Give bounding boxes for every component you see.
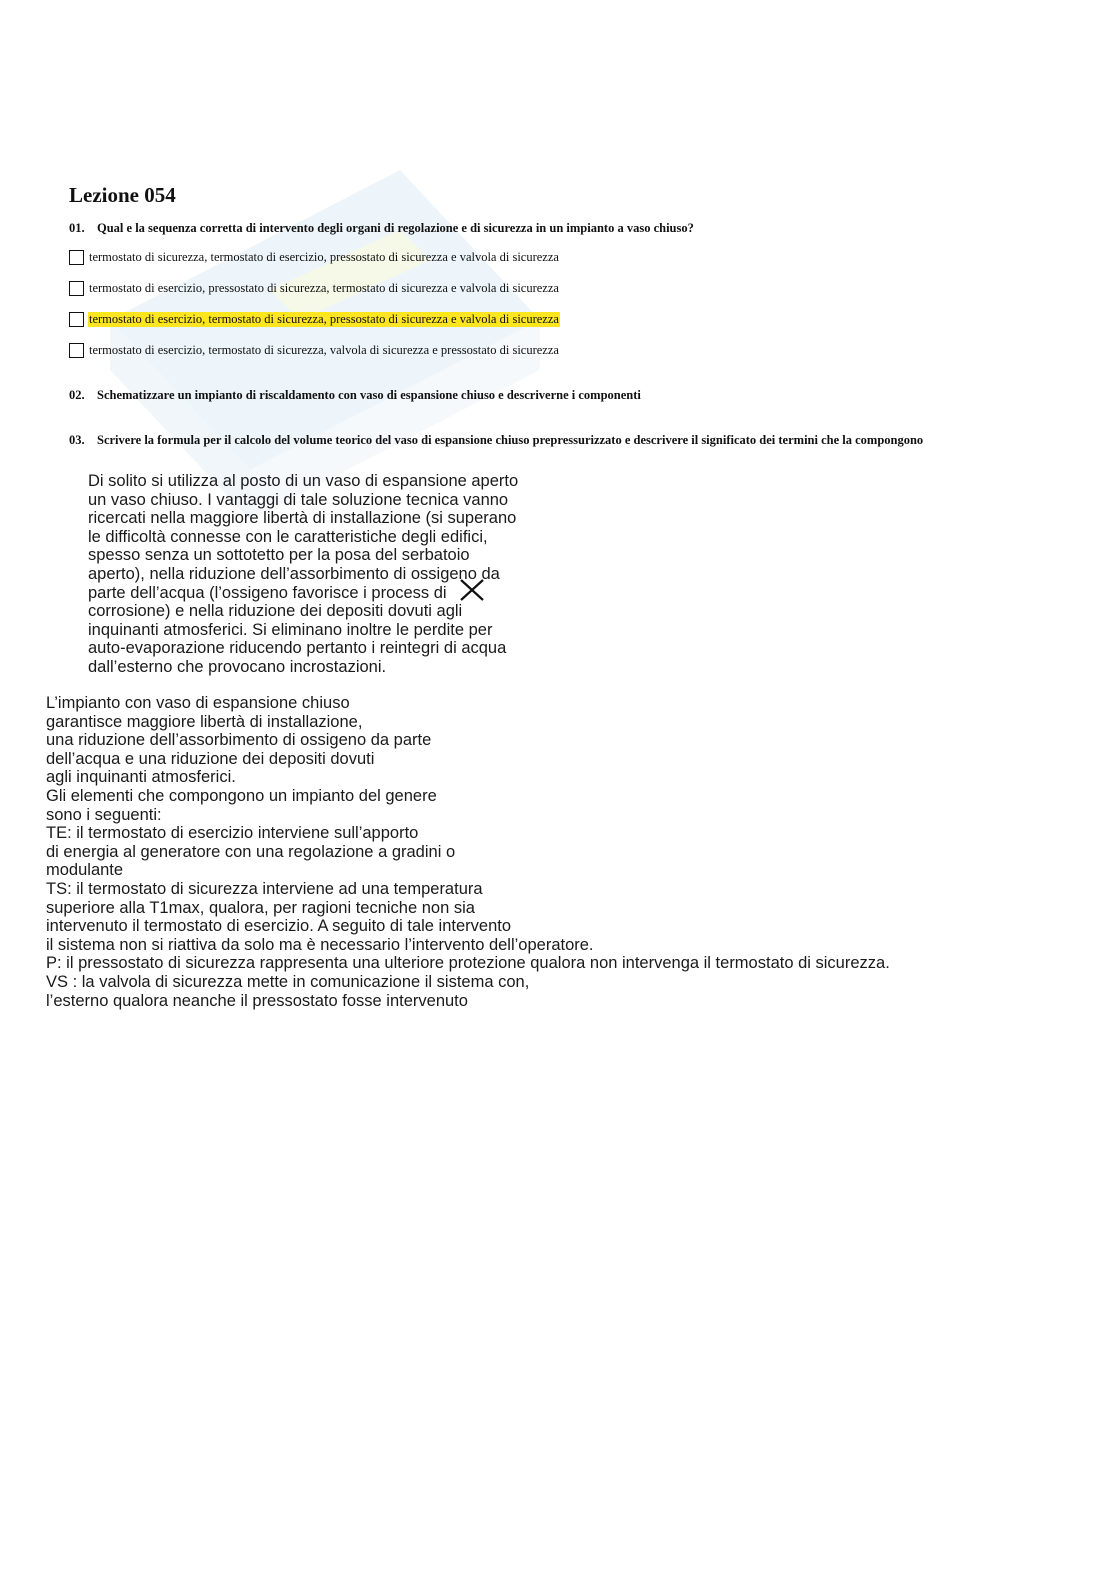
answer-line: sono i seguenti: <box>46 805 162 824</box>
option-3-correct[interactable] <box>69 310 560 328</box>
answer-line: P: il pressostato di sicurezza rappresenta una ulteriore protezione qualora non intervenga il termostato di sicurezza. <box>46 954 890 973</box>
question-01 <box>69 220 694 236</box>
question-text: Scrivere la formula per il calcolo del volume teorico del vaso di espansione chiuso prepressurizzato e descrivere il significato dei termini che la compongono <box>97 433 924 447</box>
answer-line: Di solito si utilizza al posto di un vaso di espansione aperto <box>88 472 519 490</box>
answer-line: ricercati nella maggiore libertà di installazione (si superano <box>88 509 517 528</box>
question-03 <box>69 432 923 448</box>
answer-line: garantisce maggiore libertà di installazione, <box>46 712 363 731</box>
answer-line: agli inquinanti atmosferici. <box>46 768 236 787</box>
answer-line: un vaso chiuso. I vantaggi di tale soluzione tecnica vanno <box>88 490 509 509</box>
lesson-title: Lezione 054 <box>69 183 176 207</box>
option-checkbox[interactable] <box>69 281 84 296</box>
option-checkbox[interactable] <box>69 250 84 265</box>
option-label: termostato di esercizio, termostato di sicurezza, valvola di sicurezza e pressostato di sicurezza <box>89 342 559 357</box>
answer-line: parte dell’acqua (l’ossigeno favorisce i process di <box>88 583 447 602</box>
option-label: termostato di esercizio, pressostato di sicurezza, termostato di sicurezza e valvola di sicurezza <box>89 280 559 295</box>
option-1[interactable] <box>69 248 560 266</box>
option-4[interactable] <box>69 341 560 359</box>
answer-line: le difficoltà connesse con le caratteristiche degli edifici, <box>88 527 488 546</box>
answer-line: inquinanti atmosferici. Si eliminano inoltre le perdite per <box>88 620 493 639</box>
answer-block-2 <box>46 694 890 1010</box>
answer-line: dall’esterno che provocano incrostazioni. <box>88 657 387 676</box>
answer-line: L’impianto con vaso di espansione chiuso <box>46 694 350 712</box>
option-label: termostato di sicurezza, termostato di esercizio, pressostato di sicurezza e valvola di sicurezza <box>89 249 559 264</box>
option-label-highlighted: termostato di esercizio, termostato di sicurezza, pressostato di sicurezza e valvola di sicurezza <box>89 311 559 326</box>
option-2[interactable] <box>69 279 560 297</box>
answer-line: modulante <box>46 861 124 880</box>
answer-line: di energia al generatore con una regolazione a gradini o <box>46 842 456 861</box>
answer-line: il sistema non si riattiva da solo ma è necessario l’intervento dell’operatore. <box>46 935 594 954</box>
cross-mark-icon <box>458 578 486 602</box>
answer-line: Gli elementi che compongono un impianto del genere <box>46 786 437 805</box>
question-02 <box>69 387 641 403</box>
answer-line: intervenuto il termostato di esercizio. A seguito di tale intervento <box>46 917 512 936</box>
answer-line: auto-evaporazione riducendo pertanto i reintegri di acqua <box>88 639 507 658</box>
answer-line: aperto), nella riduzione dell’assorbimento di ossigeno da <box>88 564 500 583</box>
answer-line: superiore alla T1max, qualora, per ragioni tecniche non sia <box>46 898 475 917</box>
answer-line: spesso senza un sottotetto per la posa del serbatoio <box>88 546 470 565</box>
answer-line: TS: il termostato di sicurezza interviene ad una temperatura <box>46 879 483 898</box>
question-number: 03. <box>69 433 85 447</box>
answer-line: corrosione) e nella riduzione dei depositi dovuti agli <box>88 602 463 621</box>
answer-block-1 <box>88 472 518 677</box>
answer-line: l’esterno qualora neanche il pressostato fosse intervenuto <box>46 991 468 1010</box>
answer-line: dell’acqua e una riduzione dei depositi dovuti <box>46 749 375 768</box>
answer-line: TE: il termostato di esercizio interviene sull’apporto <box>46 824 419 843</box>
option-checkbox[interactable] <box>69 312 84 327</box>
question-text: Schematizzare un impianto di riscaldamento con vaso di espansione chiuso e descriverne i componenti <box>97 388 641 402</box>
option-checkbox[interactable] <box>69 343 84 358</box>
question-number: 02. <box>69 388 85 402</box>
question-text: Qual e la sequenza corretta di intervento degli organi di regolazione e di sicurezza in un impianto a vaso chiuso? <box>97 221 694 235</box>
answer-line: una riduzione dell’assorbimento di ossigeno da parte <box>46 731 432 750</box>
answer-line: VS : la valvola di sicurezza mette in comunicazione il sistema con, <box>46 972 530 991</box>
question-number: 01. <box>69 221 85 235</box>
